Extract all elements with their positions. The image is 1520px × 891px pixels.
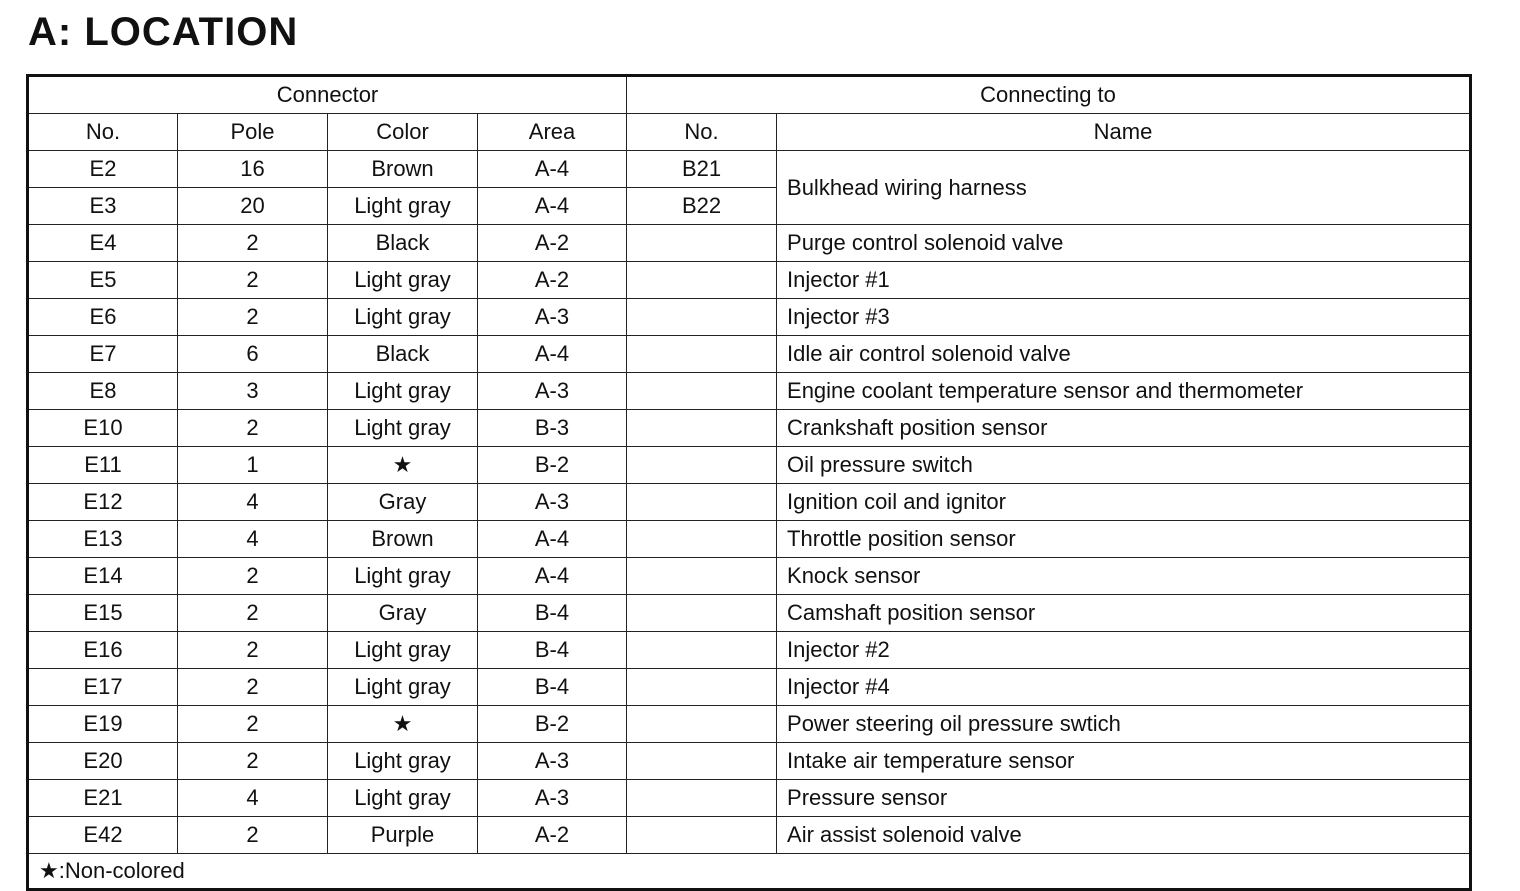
cell-pole: 2 <box>178 669 328 706</box>
table-row <box>28 817 1471 854</box>
cell-connecting-no <box>627 780 777 817</box>
cell-name: Engine coolant temperature sensor and thermometer <box>777 373 1471 410</box>
cell-name: Idle air control solenoid valve <box>777 336 1471 373</box>
cell-no: E12 <box>28 484 178 521</box>
cell-color: Light gray <box>328 780 478 817</box>
cell-no: E42 <box>28 817 178 854</box>
cell-name: Intake air temperature sensor <box>777 743 1471 780</box>
cell-color: Light gray <box>328 669 478 706</box>
column-header-connecting-no: No. <box>627 114 777 151</box>
cell-connecting-no <box>627 558 777 595</box>
cell-name: Bulkhead wiring harness <box>777 151 1471 225</box>
footnote-row <box>28 854 1471 890</box>
cell-no: E14 <box>28 558 178 595</box>
cell-pole: 20 <box>178 188 328 225</box>
cell-pole: 4 <box>178 780 328 817</box>
cell-name: Injector #4 <box>777 669 1471 706</box>
cell-pole: 2 <box>178 410 328 447</box>
connecting-to-group-header: Connecting to <box>627 76 1471 114</box>
cell-area: A-4 <box>478 188 627 225</box>
table-row <box>28 632 1471 669</box>
cell-color: Light gray <box>328 262 478 299</box>
cell-connecting-no <box>627 669 777 706</box>
cell-area: B-4 <box>478 595 627 632</box>
column-header-no: No. <box>28 114 178 151</box>
cell-connecting-no <box>627 743 777 780</box>
cell-no: E10 <box>28 410 178 447</box>
table-row <box>28 484 1471 521</box>
cell-no: E4 <box>28 225 178 262</box>
cell-color: Brown <box>328 151 478 188</box>
cell-no: E2 <box>28 151 178 188</box>
cell-pole: 2 <box>178 225 328 262</box>
table-row <box>28 706 1471 743</box>
cell-name: Purge control solenoid valve <box>777 225 1471 262</box>
cell-pole: 2 <box>178 262 328 299</box>
cell-pole: 16 <box>178 151 328 188</box>
table-row <box>28 336 1471 373</box>
cell-connecting-no <box>627 632 777 669</box>
cell-color: Light gray <box>328 188 478 225</box>
cell-pole: 4 <box>178 484 328 521</box>
table-row <box>28 373 1471 410</box>
location-table <box>26 74 1472 891</box>
cell-pole: 2 <box>178 706 328 743</box>
cell-color: Black <box>328 336 478 373</box>
cell-name: Camshaft position sensor <box>777 595 1471 632</box>
cell-connecting-no <box>627 447 777 484</box>
column-header-area: Area <box>478 114 627 151</box>
cell-no: E3 <box>28 188 178 225</box>
table-row <box>28 521 1471 558</box>
cell-no: E8 <box>28 373 178 410</box>
cell-no: E15 <box>28 595 178 632</box>
cell-connecting-no: B21 <box>627 151 777 188</box>
cell-color: Light gray <box>328 743 478 780</box>
cell-pole: 2 <box>178 299 328 336</box>
cell-area: A-4 <box>478 558 627 595</box>
cell-pole: 2 <box>178 595 328 632</box>
cell-pole: 2 <box>178 558 328 595</box>
cell-area: B-2 <box>478 706 627 743</box>
cell-no: E21 <box>28 780 178 817</box>
cell-color: Light gray <box>328 632 478 669</box>
cell-name: Power steering oil pressure swtich <box>777 706 1471 743</box>
cell-name: Oil pressure switch <box>777 447 1471 484</box>
cell-pole: 2 <box>178 743 328 780</box>
cell-color: Gray <box>328 484 478 521</box>
cell-color: Purple <box>328 817 478 854</box>
column-header-pole: Pole <box>178 114 328 151</box>
cell-no: E16 <box>28 632 178 669</box>
table-row <box>28 262 1471 299</box>
cell-name: Crankshaft position sensor <box>777 410 1471 447</box>
table-row <box>28 299 1471 336</box>
table-row <box>28 447 1471 484</box>
cell-connecting-no <box>627 225 777 262</box>
cell-color: Light gray <box>328 299 478 336</box>
table-row <box>28 410 1471 447</box>
column-header-name: Name <box>777 114 1471 151</box>
cell-area: A-2 <box>478 225 627 262</box>
cell-connecting-no <box>627 336 777 373</box>
cell-connecting-no <box>627 373 777 410</box>
cell-area: B-2 <box>478 447 627 484</box>
cell-name: Injector #1 <box>777 262 1471 299</box>
cell-color: Light gray <box>328 410 478 447</box>
cell-connecting-no <box>627 595 777 632</box>
cell-area: A-4 <box>478 521 627 558</box>
cell-color: Light gray <box>328 373 478 410</box>
cell-pole: 2 <box>178 817 328 854</box>
table-body <box>28 151 1471 854</box>
cell-name: Knock sensor <box>777 558 1471 595</box>
cell-area: B-3 <box>478 410 627 447</box>
cell-name: Injector #3 <box>777 299 1471 336</box>
table-row <box>28 151 1471 188</box>
footnote: ★:Non-colored <box>28 854 1471 890</box>
cell-pole: 3 <box>178 373 328 410</box>
cell-connecting-no <box>627 817 777 854</box>
cell-area: A-3 <box>478 743 627 780</box>
cell-area: A-2 <box>478 817 627 854</box>
table-row <box>28 558 1471 595</box>
cell-no: E11 <box>28 447 178 484</box>
cell-no: E19 <box>28 706 178 743</box>
cell-pole: 2 <box>178 632 328 669</box>
column-header-color: Color <box>328 114 478 151</box>
cell-pole: 1 <box>178 447 328 484</box>
cell-area: A-3 <box>478 484 627 521</box>
table-row <box>28 669 1471 706</box>
cell-color: Brown <box>328 521 478 558</box>
cell-color: Black <box>328 225 478 262</box>
cell-no: E20 <box>28 743 178 780</box>
cell-connecting-no <box>627 299 777 336</box>
cell-connecting-no <box>627 706 777 743</box>
cell-name: Air assist solenoid valve <box>777 817 1471 854</box>
cell-no: E5 <box>28 262 178 299</box>
cell-no: E17 <box>28 669 178 706</box>
cell-pole: 4 <box>178 521 328 558</box>
cell-area: A-3 <box>478 299 627 336</box>
table-row <box>28 225 1471 262</box>
cell-area: B-4 <box>478 632 627 669</box>
group-header-row <box>28 76 1471 114</box>
column-header-row <box>28 114 1471 151</box>
cell-connecting-no <box>627 262 777 299</box>
cell-connecting-no: B22 <box>627 188 777 225</box>
cell-pole: 6 <box>178 336 328 373</box>
page-title: A: LOCATION <box>28 10 299 54</box>
cell-area: A-4 <box>478 151 627 188</box>
cell-connecting-no <box>627 484 777 521</box>
cell-color: ★ <box>328 447 478 484</box>
cell-no: E6 <box>28 299 178 336</box>
cell-area: B-4 <box>478 669 627 706</box>
cell-no: E7 <box>28 336 178 373</box>
cell-area: A-4 <box>478 336 627 373</box>
table-row <box>28 595 1471 632</box>
table-row <box>28 780 1471 817</box>
table-row <box>28 743 1471 780</box>
cell-color: Gray <box>328 595 478 632</box>
cell-name: Pressure sensor <box>777 780 1471 817</box>
cell-name: Ignition coil and ignitor <box>777 484 1471 521</box>
cell-name: Injector #2 <box>777 632 1471 669</box>
cell-area: A-3 <box>478 780 627 817</box>
cell-connecting-no <box>627 410 777 447</box>
cell-connecting-no <box>627 521 777 558</box>
cell-no: E13 <box>28 521 178 558</box>
connector-group-header: Connector <box>28 76 627 114</box>
cell-color: ★ <box>328 706 478 743</box>
cell-area: A-3 <box>478 373 627 410</box>
cell-name: Throttle position sensor <box>777 521 1471 558</box>
cell-color: Light gray <box>328 558 478 595</box>
cell-area: A-2 <box>478 262 627 299</box>
